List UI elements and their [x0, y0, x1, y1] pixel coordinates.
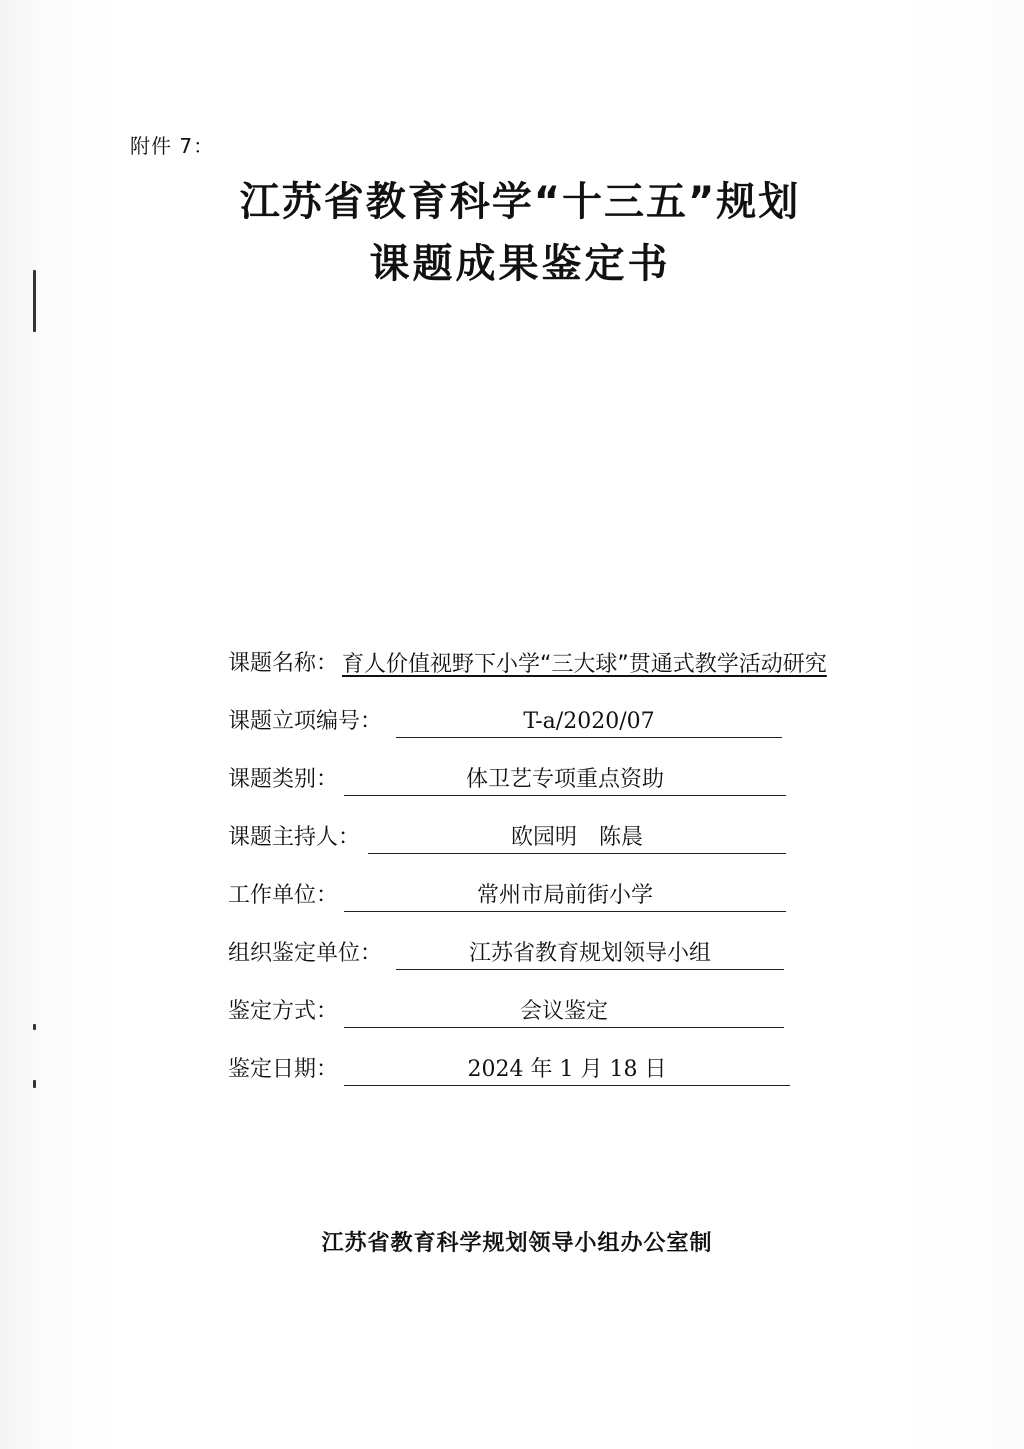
field-label: 课题主持人： [228, 825, 361, 850]
field-label: 组织鉴定单位： [228, 941, 383, 966]
field-row-work-unit [228, 878, 786, 912]
field-value: 2024 年 1 月 18 日 [344, 1055, 790, 1086]
field-label: 鉴定日期： [228, 1057, 339, 1082]
field-value: 会议鉴定 [344, 997, 784, 1028]
field-value: 育人价值视野下小学“三大球”贯通式教学活动研究 [342, 652, 827, 677]
document-title: 江苏省教育科学“十三五”规划 [239, 179, 801, 225]
field-value: 常州市局前街小学 [344, 881, 786, 912]
binding-hole-mark [33, 1080, 36, 1088]
field-label: 工作单位： [228, 883, 339, 908]
issuer-footer: 江苏省教育科学规划领导小组办公室制 [321, 1231, 713, 1256]
field-row-host [228, 820, 786, 854]
field-label: 鉴定方式： [228, 999, 339, 1024]
field-value: 江苏省教育规划领导小组 [396, 939, 784, 970]
field-row-category [228, 762, 786, 796]
attachment-label: 附件 7： [130, 134, 215, 158]
document-subtitle: 课题成果鉴定书 [369, 241, 671, 287]
field-label: 课题类别： [228, 767, 339, 792]
field-value: 欧园明 陈晨 [368, 823, 786, 854]
field-label: 课题名称： [228, 651, 339, 676]
binding-hole-mark [33, 1024, 36, 1030]
field-label: 课题立项编号： [228, 709, 383, 734]
field-row-organizer [228, 936, 784, 970]
field-row-appraisal-date [228, 1052, 790, 1086]
field-value: 体卫艺专项重点资助 [344, 765, 786, 796]
field-row-project-number [228, 704, 782, 738]
field-row-topic-name [228, 646, 908, 680]
field-row-appraisal-method [228, 994, 784, 1028]
field-value: T-a/2020/07 [396, 707, 782, 738]
